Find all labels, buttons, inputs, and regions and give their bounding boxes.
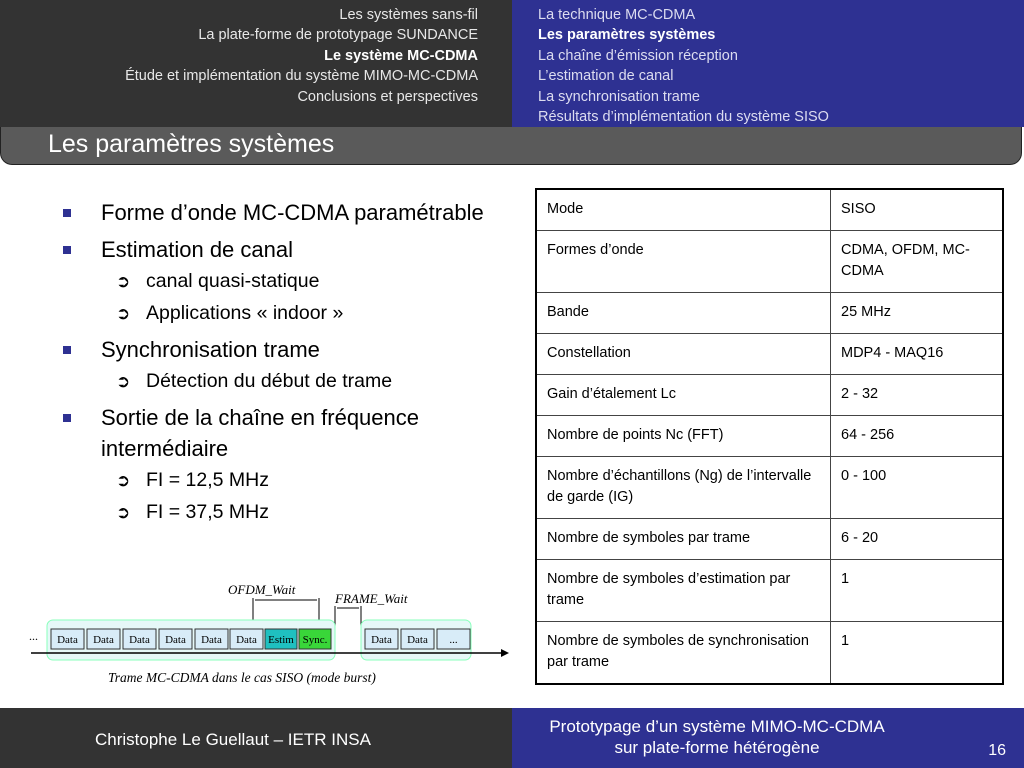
arrow-right-icon [501,649,509,657]
arrow-bullet-icon: ➲ [116,304,131,323]
table-row: Nombre de symboles de synchronisation par trame 1 [536,622,1003,685]
frame-ellipsis: ... [29,629,38,643]
square-bullet-icon [63,246,71,254]
frame-cell-label: Data [371,634,392,646]
square-bullet-icon [63,346,71,354]
sub-bullet-item: ➲ Applications « indoor » [116,302,344,324]
frame-cell-label: Data [57,634,78,646]
square-bullet-icon [63,414,71,422]
frame-diagram [23,578,513,690]
table-row: Nombre de symboles d’estimation par trame 1 [536,560,1003,622]
sub-bullet-item: ➲ FI = 12,5 MHz [116,469,269,491]
table-row: Constellation MDP4 - MAQ16 [536,334,1003,375]
frame-cells [51,629,470,649]
subnav-item-chaine-emission-reception[interactable]: La chaîne d’émission réception [538,47,738,64]
arrow-bullet-icon: ➲ [116,471,131,490]
arrow-bullet-icon: ➲ [116,272,131,291]
nav-item-conclusions[interactable]: Conclusions et perspectives [297,88,478,105]
frame-cell-label: Data [93,634,114,646]
nav-item-mimo-mc-cdma[interactable]: Étude et implémentation du système MIMO-MC-CDMA [125,68,478,85]
table-row: Gain d’étalement Lc 2 - 32 [536,375,1003,416]
bullet-item: Forme d’onde MC-CDMA paramétrable [60,197,500,228]
header-right-panel [512,0,1024,127]
nav-item-systeme-mc-cdma[interactable]: Le système MC-CDMA [324,47,478,64]
footer-left [0,708,512,768]
bullet-list [60,197,500,533]
page-number: 16 [988,742,1006,759]
slide-title: Les paramètres systèmes [48,130,335,158]
arrow-bullet-icon: ➲ [116,372,131,391]
subnav-item-parametres-systemes[interactable]: Les paramètres systèmes [538,27,716,44]
table-row: Bande 25 MHz [536,293,1003,334]
nav-item-plate-forme-sundance[interactable]: La plate-forme de prototypage SUNDANCE [198,27,478,44]
frame-cell-label: Sync. [302,634,328,646]
table-row: Formes d’onde CDMA, OFDM, MC-CDMA [536,231,1003,293]
frame-cell-label: Data [407,634,428,646]
footer-author: Christophe Le Guellaut – IETR INSA [95,730,371,749]
arrow-bullet-icon: ➲ [116,503,131,522]
square-bullet-icon [63,209,71,217]
sub-bullet-item: ➲ canal quasi-statique [116,270,320,292]
subnav-item-technique-mc-cdma[interactable]: La technique MC-CDMA [538,7,696,23]
parameters-table [535,188,1004,685]
table-row: Nombre d’échantillons (Ng) de l’intervalle de garde (IG) 0 - 100 [536,457,1003,519]
frame-wait-label: FRAME_Wait [335,591,408,606]
subnav-item-estimation-canal[interactable]: L’estimation de canal [538,68,674,85]
frame-cell-label: Estim [268,634,294,646]
bullet-item: Synchronisation trame [60,334,500,365]
table-row: Nombre de points Nc (FFT) 64 - 256 [536,416,1003,457]
frame-cell-label: ... [449,634,458,646]
subsection-nav [538,5,829,127]
nav-item-systemes-sans-fil[interactable]: Les systèmes sans-fil [339,7,478,23]
table-row: Nombre de symboles par trame 6 - 20 [536,519,1003,560]
frame-cell-label: Data [201,634,222,646]
table-row: Mode SISO [536,189,1003,231]
footer-right [512,708,1024,768]
ofdm-wait-label: OFDM_Wait [228,582,296,597]
subnav-item-resultats-siso[interactable]: Résultats d’implémentation du système SISO [538,109,829,126]
frame-cell-label: Data [129,634,150,646]
diagram-caption: Trame MC-CDMA dans le cas SISO (mode burst) [108,670,376,685]
section-nav [125,5,478,107]
title-bar [0,127,1022,165]
header-left-panel [0,0,512,127]
subnav-item-synchronisation-trame[interactable]: La synchronisation trame [538,88,700,105]
footer-title: Prototypage d’un système MIMO-MC-CDMA sur plate-forme hétérogène [549,717,885,757]
sub-bullet-item: ➲ Détection du début de trame [116,370,393,392]
frame-cell-label: Data [236,634,257,646]
bullet-item: Sortie de la chaîne en fréquence intermédiaire [60,402,500,464]
sub-bullet-item: ➲ FI = 37,5 MHz [116,501,269,523]
frame-cell-label: Data [165,634,186,646]
bullet-item: Estimation de canal [60,234,500,265]
